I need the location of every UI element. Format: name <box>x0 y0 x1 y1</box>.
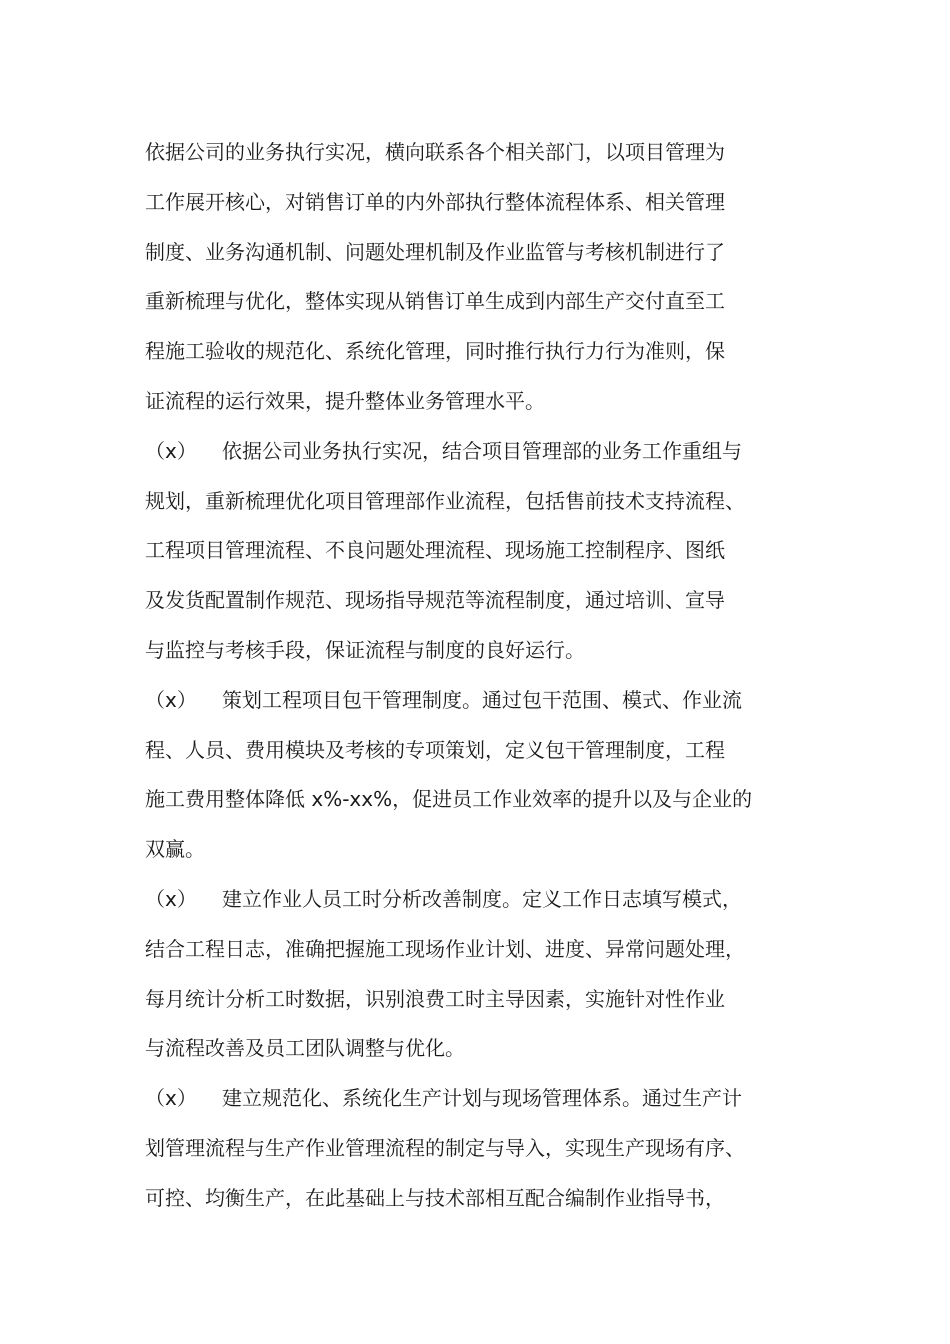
paragraph-2-line-5: 与监控与考核手段，保证流程与制度的良好运行。 <box>145 637 585 662</box>
paragraph-1-line-2: 工作展开核心，对销售订单的内外部执行整体流程体系、相关管理 <box>145 189 725 214</box>
paragraph-2-line-3: 工程项目管理流程、不良问题处理流程、现场施工控制程序、图纸 <box>145 538 725 563</box>
paragraph-4-marker: （x） <box>145 886 197 911</box>
paragraph-2-line-2: 规划，重新梳理优化项目管理部作业流程，包括售前技术支持流程、 <box>145 488 745 513</box>
paragraph-4-line-3: 每月统计分析工时数据，识别浪费工时主导因素，实施针对性作业 <box>145 986 725 1011</box>
paragraph-4-line-1-text: 建立作业人员工时分析改善制度。定义工作日志填写模式， <box>222 886 742 911</box>
paragraph-3-line-1-text: 策划工程项目包干管理制度。通过包干范围、模式、作业流 <box>222 687 742 712</box>
paragraph-3-line-3: 施工费用整体降低 x%-xx%，促进员工作业效率的提升以及与企业的 <box>145 787 753 812</box>
paragraph-5-line-3: 可控、均衡生产，在此基础上与技术部相互配合编制作业指导书， <box>145 1185 725 1210</box>
paragraph-2-line-1-text: 依据公司业务执行实况，结合项目管理部的业务工作重组与 <box>222 438 742 463</box>
paragraph-5-line-1-text: 建立规范化、系统化生产计划与现场管理体系。通过生产计 <box>222 1086 742 1111</box>
paragraph-1-line-1: 依据公司的业务执行实况，横向联系各个相关部门，以项目管理为 <box>145 140 725 164</box>
paragraph-1-line-4: 重新梳理与优化，整体实现从销售订单生成到内部生产交付直至工 <box>145 289 725 314</box>
paragraph-4-line-2: 结合工程日志，准确把握施工现场作业计划、进度、异常问题处理， <box>145 936 745 961</box>
paragraph-1-line-6: 证流程的运行效果，提升整体业务管理水平。 <box>145 388 545 413</box>
paragraph-1-line-3: 制度、业务沟通机制、问题处理机制及作业监管与考核机制进行了 <box>145 239 725 264</box>
document-body <box>145 131 825 1227</box>
paragraph-2-line-1 <box>145 430 825 480</box>
paragraph-2-marker: （x） <box>145 438 197 463</box>
paragraph-5-line-2: 划管理流程与生产作业管理流程的制定与导入，实现生产现场有序、 <box>145 1135 745 1160</box>
paragraph-2-line-4: 及发货配置制作规范、现场指导规范等流程制度，通过培训、宣导 <box>145 588 725 613</box>
paragraph-1-line-5: 程施工验收的规范化、系统化管理，同时推行执行力行为准则，保 <box>145 339 725 364</box>
paragraph-4-line-1 <box>145 878 825 928</box>
paragraph-3-line-1 <box>145 679 825 729</box>
paragraph-5-marker: （x） <box>145 1086 197 1111</box>
paragraph-3-line-4: 双赢。 <box>145 837 205 862</box>
paragraph-3-marker: （x） <box>145 687 197 712</box>
paragraph-3-line-2: 程、人员、费用模块及考核的专项策划，定义包干管理制度，工程 <box>145 737 725 762</box>
paragraph-5-line-1 <box>145 1077 825 1127</box>
paragraph-4-line-4: 与流程改善及员工团队调整与优化。 <box>145 1036 465 1061</box>
